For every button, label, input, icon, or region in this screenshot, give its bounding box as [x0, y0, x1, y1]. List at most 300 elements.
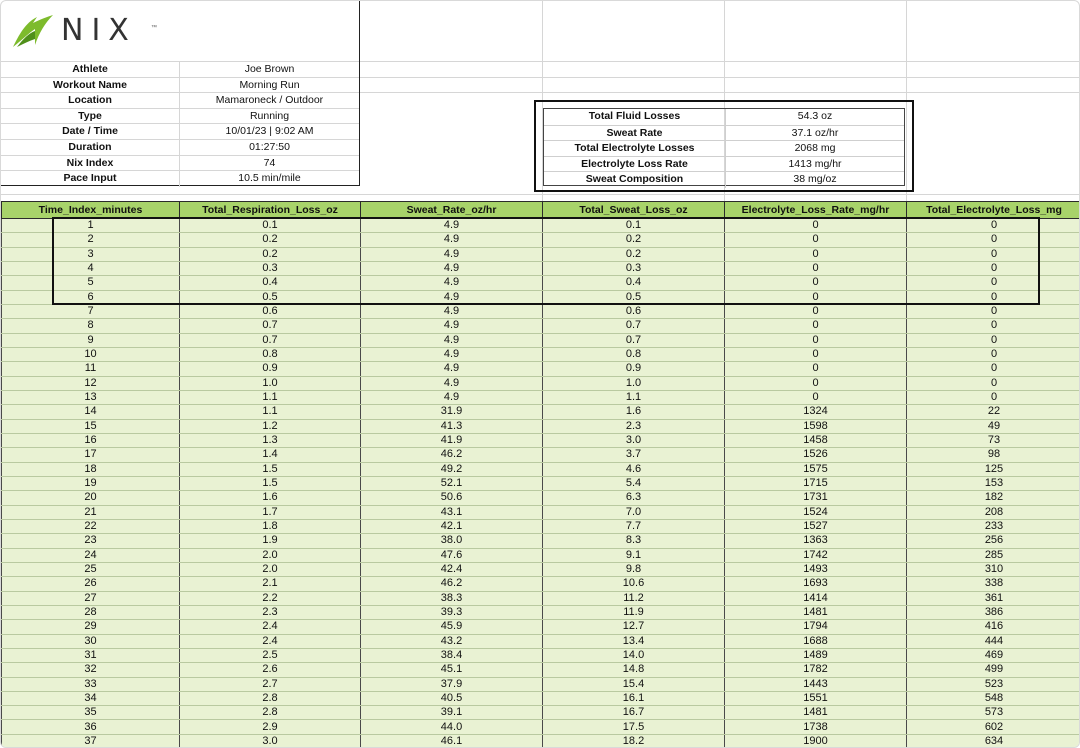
info-label: Type [78, 109, 102, 122]
table-cell[interactable]: 1693 [725, 577, 907, 591]
table-cell[interactable]: 0.2 [543, 233, 725, 247]
table-row [2, 419, 1080, 433]
table-cell[interactable]: 0.2 [543, 247, 725, 261]
table-cell[interactable]: 31 [2, 648, 180, 662]
table-row [2, 706, 1080, 720]
table-cell[interactable]: 3.0 [543, 433, 725, 447]
table-cell[interactable]: 46.1 [361, 734, 543, 748]
table-cell[interactable]: 36 [2, 720, 180, 734]
table-cell[interactable]: 1363 [725, 534, 907, 548]
column-header[interactable]: Total_Electrolyte_Loss_mg [907, 202, 1080, 219]
summary-label: Electrolyte Loss Rate [581, 157, 688, 170]
table-cell[interactable]: 45.1 [361, 663, 543, 677]
info-label: Duration [68, 141, 112, 153]
table-cell[interactable]: 42.1 [361, 519, 543, 533]
info-row [1, 92, 359, 109]
table-cell[interactable]: 9.8 [543, 562, 725, 576]
table-cell[interactable]: 0 [907, 247, 1080, 261]
table-cell[interactable]: 4.9 [361, 276, 543, 290]
table-cell[interactable]: 1575 [725, 462, 907, 476]
table-cell[interactable]: 0.5 [180, 290, 361, 304]
table-cell[interactable]: 3.0 [180, 734, 361, 748]
table-row [2, 347, 1080, 361]
table-cell[interactable]: 46.2 [361, 577, 543, 591]
table-cell[interactable]: 0 [907, 390, 1080, 404]
column-header[interactable]: Sweat_Rate_oz/hr [361, 202, 543, 219]
table-cell[interactable]: 46.2 [361, 448, 543, 462]
table-row [2, 233, 1080, 247]
table-cell[interactable]: 1794 [725, 620, 907, 634]
table-cell[interactable]: 1414 [725, 591, 907, 605]
table-cell[interactable]: 16.1 [543, 691, 725, 705]
table-row [2, 562, 1080, 576]
table-cell[interactable]: 0.3 [180, 261, 361, 275]
info-row [1, 77, 359, 94]
table-cell[interactable]: 24 [2, 548, 180, 562]
table-cell[interactable]: 38.3 [361, 591, 543, 605]
table-cell[interactable]: 0 [725, 290, 907, 304]
info-value: 10.5 min/mile [238, 172, 301, 185]
table-cell[interactable]: 256 [907, 534, 1080, 548]
info-label: Location [68, 94, 112, 107]
summary-label: Total Fluid Losses [588, 110, 681, 122]
table-cell[interactable]: 3 [2, 247, 180, 261]
table-cell[interactable]: 6 [2, 290, 180, 304]
table-row [2, 448, 1080, 462]
table-cell[interactable]: 30 [2, 634, 180, 648]
table-cell[interactable]: 0 [725, 390, 907, 404]
table-cell[interactable]: 1551 [725, 691, 907, 705]
table-cell[interactable]: 6.3 [543, 491, 725, 505]
table-cell[interactable]: 4.9 [361, 219, 543, 233]
table-cell[interactable]: 1.1 [180, 390, 361, 404]
table-cell[interactable]: 0 [907, 347, 1080, 361]
table-cell[interactable]: 0 [725, 319, 907, 333]
table-cell[interactable]: 12 [2, 376, 180, 390]
table-cell[interactable]: 21 [2, 505, 180, 519]
table-cell[interactable]: 9.1 [543, 548, 725, 562]
info-row [1, 139, 359, 156]
summary-panel [534, 100, 914, 192]
table-row [2, 634, 1080, 648]
table-row [2, 219, 1080, 233]
table-cell[interactable]: 499 [907, 663, 1080, 677]
table-cell[interactable]: 39.3 [361, 605, 543, 619]
table-cell[interactable]: 2.1 [180, 577, 361, 591]
info-row [1, 123, 359, 140]
table-cell[interactable]: 13.4 [543, 634, 725, 648]
table-row [2, 691, 1080, 705]
table-cell[interactable]: 12.7 [543, 620, 725, 634]
table-cell[interactable]: 4.9 [361, 362, 543, 376]
table-cell[interactable]: 15.4 [543, 677, 725, 691]
table-cell[interactable]: 22 [907, 405, 1080, 419]
info-value: 10/01/23 | 9:02 AM [225, 125, 314, 138]
table-cell[interactable]: 523 [907, 677, 1080, 691]
table-cell[interactable]: 16 [2, 433, 180, 447]
info-label: Nix Index [66, 156, 114, 169]
table-row [2, 734, 1080, 748]
table-cell[interactable]: 2.9 [180, 720, 361, 734]
table-cell[interactable]: 41.3 [361, 419, 543, 433]
table-cell[interactable]: 1.8 [180, 519, 361, 533]
table-cell[interactable]: 1443 [725, 677, 907, 691]
table-cell[interactable]: 0 [725, 333, 907, 347]
table-cell[interactable]: 8 [2, 319, 180, 333]
table-cell[interactable]: 11.2 [543, 591, 725, 605]
table-cell[interactable]: 361 [907, 591, 1080, 605]
info-value: 01:27:50 [249, 141, 290, 153]
table-row [2, 376, 1080, 390]
table-cell[interactable]: 2.4 [180, 620, 361, 634]
column-header[interactable]: Time_Index_minutes [2, 202, 180, 219]
table-row [2, 591, 1080, 605]
table-cell[interactable]: 4.6 [543, 462, 725, 476]
table-cell[interactable]: 8.3 [543, 534, 725, 548]
table-cell[interactable]: 44.0 [361, 720, 543, 734]
table-cell[interactable]: 13 [2, 390, 180, 404]
table-row [2, 462, 1080, 476]
table-cell[interactable]: 10 [2, 347, 180, 361]
table-cell[interactable]: 1.0 [180, 376, 361, 390]
table-cell[interactable]: 1.2 [180, 419, 361, 433]
table-row [2, 333, 1080, 347]
table-cell[interactable]: 2.0 [180, 562, 361, 576]
grid-line [360, 92, 1080, 93]
table-cell[interactable]: 2.0 [180, 548, 361, 562]
table-cell[interactable]: 18.2 [543, 734, 725, 748]
table-cell[interactable]: 386 [907, 605, 1080, 619]
table-row [2, 605, 1080, 619]
table-cell[interactable]: 28 [2, 605, 180, 619]
table-cell[interactable]: 2 [2, 233, 180, 247]
info-label: Date / Time [62, 125, 118, 138]
grid-line [360, 61, 1080, 62]
table-header-row [2, 202, 1080, 219]
table-cell[interactable]: 7 [2, 304, 180, 318]
table-cell[interactable]: 1526 [725, 448, 907, 462]
table-cell[interactable]: 19 [2, 476, 180, 490]
summary-value: 37.1 oz/hr [791, 126, 839, 139]
table-cell[interactable]: 0.9 [180, 362, 361, 376]
table-cell[interactable]: 233 [907, 519, 1080, 533]
table-cell[interactable]: 0.1 [180, 219, 361, 233]
table-cell[interactable]: 4.9 [361, 233, 543, 247]
table-cell[interactable]: 2.2 [180, 591, 361, 605]
summary-row [544, 140, 904, 157]
table-cell[interactable]: 1.1 [180, 405, 361, 419]
workout-info-panel [1, 1, 360, 186]
table-cell[interactable]: 15 [2, 419, 180, 433]
table-cell[interactable]: 2.8 [180, 691, 361, 705]
table-cell[interactable]: 416 [907, 620, 1080, 634]
table-cell[interactable]: 14.8 [543, 663, 725, 677]
table-cell[interactable]: 1.6 [543, 405, 725, 419]
table-cell[interactable]: 0.7 [543, 319, 725, 333]
table-cell[interactable]: 9 [2, 333, 180, 347]
table-row [2, 720, 1080, 734]
table-cell[interactable]: 0 [907, 362, 1080, 376]
table-cell[interactable]: 4 [2, 261, 180, 275]
table-cell[interactable]: 49.2 [361, 462, 543, 476]
table-cell[interactable]: 1715 [725, 476, 907, 490]
table-cell[interactable]: 1782 [725, 663, 907, 677]
table-cell[interactable]: 1.3 [180, 433, 361, 447]
table-row [2, 319, 1080, 333]
table-cell[interactable]: 1688 [725, 634, 907, 648]
table-cell[interactable]: 34 [2, 691, 180, 705]
table-row [2, 677, 1080, 691]
table-cell[interactable]: 3.7 [543, 448, 725, 462]
table-cell[interactable]: 0 [907, 290, 1080, 304]
summary-value: 1413 mg/hr [788, 157, 842, 170]
table-cell[interactable]: 52.1 [361, 476, 543, 490]
table-cell[interactable]: 4.9 [361, 261, 543, 275]
table-cell[interactable]: 2.6 [180, 663, 361, 677]
table-row [2, 519, 1080, 533]
info-value: Morning Run [239, 78, 300, 91]
table-cell[interactable]: 1.5 [180, 476, 361, 490]
table-cell[interactable]: 1524 [725, 505, 907, 519]
table-cell[interactable]: 14.0 [543, 648, 725, 662]
table-cell[interactable]: 35 [2, 706, 180, 720]
table-cell[interactable]: 1.4 [180, 448, 361, 462]
table-cell[interactable]: 338 [907, 577, 1080, 591]
table-cell[interactable]: 0 [907, 276, 1080, 290]
table-cell[interactable]: 47.6 [361, 548, 543, 562]
column-header[interactable]: Total_Sweat_Loss_oz [543, 202, 725, 219]
table-cell[interactable]: 125 [907, 462, 1080, 476]
table-cell[interactable]: 602 [907, 720, 1080, 734]
summary-value: 38 mg/oz [793, 173, 837, 186]
table-cell[interactable]: 0 [725, 347, 907, 361]
table-cell[interactable]: 43.2 [361, 634, 543, 648]
table-cell[interactable]: 0 [725, 376, 907, 390]
table-cell[interactable]: 153 [907, 476, 1080, 490]
table-cell[interactable]: 0.7 [180, 333, 361, 347]
info-row [1, 170, 359, 187]
table-cell[interactable]: 32 [2, 663, 180, 677]
table-cell[interactable]: 573 [907, 706, 1080, 720]
logo-wordmark: NIX [61, 13, 137, 48]
summary-value: 2068 mg [794, 142, 836, 155]
table-row [2, 247, 1080, 261]
info-value: Mamaroneck / Outdoor [215, 94, 324, 107]
table-row [2, 663, 1080, 677]
summary-table [543, 108, 905, 186]
table-cell[interactable]: 7.7 [543, 519, 725, 533]
info-label: Athlete [72, 63, 108, 75]
info-row [1, 155, 359, 172]
table-cell[interactable]: 41.9 [361, 433, 543, 447]
table-row [2, 491, 1080, 505]
column-header[interactable]: Total_Respiration_Loss_oz [180, 202, 361, 219]
table-cell[interactable]: 0.7 [180, 319, 361, 333]
table-cell[interactable]: 18 [2, 462, 180, 476]
table-cell[interactable]: 0.1 [543, 219, 725, 233]
table-cell[interactable]: 11.9 [543, 605, 725, 619]
table-cell[interactable]: 285 [907, 548, 1080, 562]
table-cell[interactable]: 548 [907, 691, 1080, 705]
table-cell[interactable]: 1493 [725, 562, 907, 576]
table-row [2, 290, 1080, 304]
table-cell[interactable]: 1.7 [180, 505, 361, 519]
table-cell[interactable]: 50.6 [361, 491, 543, 505]
table-cell[interactable]: 0.2 [180, 247, 361, 261]
table-cell[interactable]: 0 [725, 261, 907, 275]
table-cell[interactable]: 5.4 [543, 476, 725, 490]
table-cell[interactable]: 1731 [725, 491, 907, 505]
table-cell[interactable]: 1481 [725, 706, 907, 720]
table-cell[interactable]: 0 [725, 362, 907, 376]
table-cell[interactable]: 2.5 [180, 648, 361, 662]
table-cell[interactable]: 1 [2, 219, 180, 233]
table-cell[interactable]: 43.1 [361, 505, 543, 519]
table-cell[interactable]: 22 [2, 519, 180, 533]
table-cell[interactable]: 0.2 [180, 233, 361, 247]
table-cell[interactable]: 1324 [725, 405, 907, 419]
table-cell[interactable]: 38.0 [361, 534, 543, 548]
table-cell[interactable]: 11 [2, 362, 180, 376]
summary-label: Sweat Composition [585, 173, 684, 186]
table-cell[interactable]: 469 [907, 648, 1080, 662]
table-row [2, 405, 1080, 419]
table-cell[interactable]: 1738 [725, 720, 907, 734]
table-cell[interactable]: 31.9 [361, 405, 543, 419]
table-cell[interactable]: 0.8 [180, 347, 361, 361]
table-cell[interactable]: 0.6 [543, 304, 725, 318]
table-cell[interactable]: 0 [725, 247, 907, 261]
table-cell[interactable]: 1742 [725, 548, 907, 562]
table-cell[interactable]: 0 [907, 333, 1080, 347]
table-cell[interactable]: 98 [907, 448, 1080, 462]
table-cell[interactable]: 0 [725, 276, 907, 290]
table-cell[interactable]: 26 [2, 577, 180, 591]
info-value: Running [249, 109, 290, 122]
table-cell[interactable]: 0 [907, 261, 1080, 275]
info-label: Pace Input [63, 172, 117, 185]
table-cell[interactable]: 20 [2, 491, 180, 505]
table-cell[interactable]: 0.4 [543, 276, 725, 290]
table-cell[interactable]: 17 [2, 448, 180, 462]
summary-label: Total Electrolyte Losses [574, 142, 695, 155]
table-cell[interactable]: 1900 [725, 734, 907, 748]
table-cell[interactable]: 2.7 [180, 677, 361, 691]
table-cell[interactable]: 37.9 [361, 677, 543, 691]
table-cell[interactable]: 4.9 [361, 304, 543, 318]
table-cell[interactable]: 4.9 [361, 390, 543, 404]
table-row [2, 648, 1080, 662]
table-cell[interactable]: 73 [907, 433, 1080, 447]
table-cell[interactable]: 4.9 [361, 319, 543, 333]
table-cell[interactable]: 7.0 [543, 505, 725, 519]
info-value: Joe Brown [244, 63, 295, 75]
table-row [2, 505, 1080, 519]
summary-row [544, 171, 904, 188]
table-cell[interactable]: 5 [2, 276, 180, 290]
table-cell[interactable]: 27 [2, 591, 180, 605]
table-cell[interactable]: 25 [2, 562, 180, 576]
table-cell[interactable]: 2.8 [180, 706, 361, 720]
table-cell[interactable]: 0.3 [543, 261, 725, 275]
table-cell[interactable]: 1489 [725, 648, 907, 662]
table-cell[interactable]: 0 [725, 304, 907, 318]
table-cell[interactable]: 634 [907, 734, 1080, 748]
table-cell[interactable]: 40.5 [361, 691, 543, 705]
column-header[interactable]: Electrolyte_Loss_Rate_mg/hr [725, 202, 907, 219]
table-row [2, 433, 1080, 447]
trademark-symbol: ™ [151, 25, 157, 31]
table-cell[interactable]: 38.4 [361, 648, 543, 662]
table-cell[interactable]: 10.6 [543, 577, 725, 591]
table-cell[interactable]: 16.7 [543, 706, 725, 720]
table-cell[interactable]: 33 [2, 677, 180, 691]
table-cell[interactable]: 0 [907, 376, 1080, 390]
table-cell[interactable]: 1.0 [543, 376, 725, 390]
table-cell[interactable]: 39.1 [361, 706, 543, 720]
table-cell[interactable]: 182 [907, 491, 1080, 505]
grid-line [1, 194, 1080, 195]
table-cell[interactable]: 0 [907, 219, 1080, 233]
summary-row [544, 156, 904, 173]
table-cell[interactable]: 4.9 [361, 347, 543, 361]
table-cell[interactable]: 0.6 [180, 304, 361, 318]
table-cell[interactable]: 4.9 [361, 376, 543, 390]
table-cell[interactable]: 0.8 [543, 347, 725, 361]
table-cell[interactable]: 4.9 [361, 290, 543, 304]
table-cell[interactable]: 208 [907, 505, 1080, 519]
table-row [2, 577, 1080, 591]
table-cell[interactable]: 1458 [725, 433, 907, 447]
table-cell[interactable]: 1481 [725, 605, 907, 619]
table-row [2, 362, 1080, 376]
table-cell[interactable]: 310 [907, 562, 1080, 576]
table-cell[interactable]: 49 [907, 419, 1080, 433]
table-cell[interactable]: 14 [2, 405, 180, 419]
table-cell[interactable]: 0.7 [543, 333, 725, 347]
table-cell[interactable]: 0.9 [543, 362, 725, 376]
table-cell[interactable]: 0 [907, 233, 1080, 247]
table-cell[interactable]: 444 [907, 634, 1080, 648]
info-row [1, 108, 359, 125]
table-cell[interactable]: 1.5 [180, 462, 361, 476]
table-cell[interactable]: 4.9 [361, 333, 543, 347]
table-cell[interactable]: 0 [725, 219, 907, 233]
table-cell[interactable]: 0.4 [180, 276, 361, 290]
table-cell[interactable]: 42.4 [361, 562, 543, 576]
table-cell[interactable]: 23 [2, 534, 180, 548]
table-cell[interactable]: 1.9 [180, 534, 361, 548]
table-cell[interactable]: 17.5 [543, 720, 725, 734]
table-cell[interactable]: 0 [725, 233, 907, 247]
summary-label: Sweat Rate [606, 126, 663, 139]
table-cell[interactable]: 29 [2, 620, 180, 634]
table-cell[interactable]: 45.9 [361, 620, 543, 634]
table-cell[interactable]: 1527 [725, 519, 907, 533]
table-cell[interactable]: 0 [907, 319, 1080, 333]
table-cell[interactable]: 1.1 [543, 390, 725, 404]
table-cell[interactable]: 2.3 [543, 419, 725, 433]
table-row [2, 620, 1080, 634]
table-cell[interactable]: 1598 [725, 419, 907, 433]
table-cell[interactable]: 0 [907, 304, 1080, 318]
table-cell[interactable]: 37 [2, 734, 180, 748]
table-cell[interactable]: 2.3 [180, 605, 361, 619]
table-cell[interactable]: 4.9 [361, 247, 543, 261]
table-cell[interactable]: 1.6 [180, 491, 361, 505]
table-cell[interactable]: 0.5 [543, 290, 725, 304]
table-cell[interactable]: 2.4 [180, 634, 361, 648]
